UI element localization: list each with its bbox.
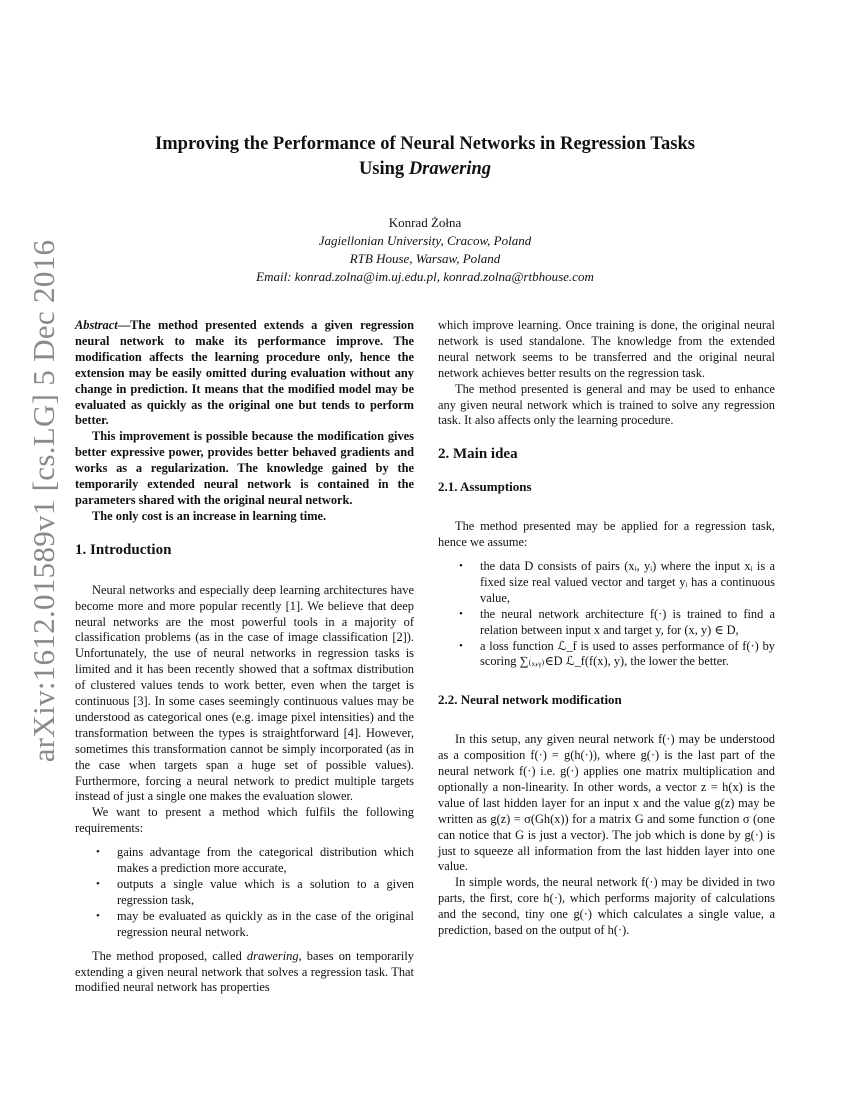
section-heading-main-idea: 2. Main idea xyxy=(438,446,518,463)
modification-paragraph-2: In simple words, the neural network f(·) may be divided in two parts, the first, core h(·), which performs majority of calculations and the second, tiny one g(·) which calculates a single value, a prediction, based on the output of h(·). xyxy=(438,875,775,938)
subsection-heading-assumptions: 2.1. Assumptions xyxy=(438,479,532,495)
title-line-2 xyxy=(75,157,775,182)
list-item: • the neural network architecture f(·) is trained to find a relation between input x and target y, for (x, y) ∈ D, xyxy=(480,607,775,639)
abstract-paragraph-3: The only cost is an increase in learning time. xyxy=(92,508,327,523)
modification-paragraph-1: In this setup, any given neural network f(·) may be understood as a composition f(·) = g(h(·)), where g(·) is the last part of the neural network f(·) i.e. g(·) applies one matrix multiplication and optionally a non-linearity. In other words, a vector z = h(x) is the value of last hidden layer for an input x and the value g(z) may be written as g(z) = σ(Gh(x)) for a matrix G and some function σ (one can notice that G is just a vector). The job which is done by g(·) is just to squeeze all information from the last hidden layer into one value. xyxy=(438,732,775,874)
list-item: • gains advantage from the categorical distribution which makes a prediction more accurate, xyxy=(117,845,414,877)
intro-paragraph-2: We want to present a method which fulfils the following requirements: xyxy=(75,805,414,836)
intro-p3-italic: drawering xyxy=(246,948,299,963)
intro-paragraph-3-continued: which improve learning. Once training is done, the original neural network is used standalone. The knowledge from the extended neural network seems to be transferred and the original neural network achieves better results on the regression task. xyxy=(438,318,775,380)
list-item: • may be evaluated as quickly as in the case of the original regression neural network. xyxy=(117,909,414,941)
arxiv-identifier: arXiv:1612.01589v1 [cs.LG] 5 Dec 2016 xyxy=(26,239,61,763)
author-email: Email: konrad.zolna@im.uj.edu.pl, konrad.zolna@rtbhouse.com xyxy=(256,269,594,284)
intro-p3-pre: The method proposed, called xyxy=(92,948,247,963)
title-line-2-italic: Drawering xyxy=(408,159,492,179)
list-item: • the data D consists of pairs (xᵢ, yᵢ) where the input xᵢ is a fixed size real valued vector and target yᵢ has a continuous value, xyxy=(480,559,775,607)
left-column xyxy=(75,318,414,996)
abstract-paragraph-1 xyxy=(75,318,414,429)
requirements-list xyxy=(75,845,414,940)
abstract xyxy=(75,318,414,525)
assumptions-list xyxy=(438,559,775,670)
assumptions-intro: The method presented may be applied for a regression task, hence we assume: xyxy=(438,519,775,550)
intro-p3-post: , bases on temporarily extending a given neural network that solves a regression task. That modified neural network has properties xyxy=(75,948,414,995)
affiliation-2: RTB House, Warsaw, Poland xyxy=(349,251,501,266)
abstract-text-1: —The method presented extends a given regression neural network to make its performance improve. The modification affects the learning procedure only, hence the extension may be easily omitted during evaluation without any change in prediction. It means that the modified model may be evaluated as quickly as the original one but tends to perform better. xyxy=(75,318,414,428)
list-item: • outputs a single value which is a solution to a given regression task, xyxy=(117,877,414,909)
abstract-label: Abstract xyxy=(75,318,118,332)
abstract-paragraph-2: This improvement is possible because the modification gives better expressive power, provides better behaved gradients and works as a regularization. The knowledge gained by the temporarily extended neural network is contained in the parameters shared with the original neural network. xyxy=(75,429,414,507)
affiliation-1: Jagiellonian University, Cracow, Poland xyxy=(318,233,532,248)
intro-paragraph-1: Neural networks and especially deep learning architectures have become more and more popular recently [1]. We believe that deep neural networks are the most powerful tools in a majority of classification problems (as in the case of image classification [2]). Unfortunately, the use of neural networks in regression tasks is limited and it has been recently showed that a softmax distribution of clustered values tends to work better, even when the target is continuous [3]. In some cases seemingly continuous values may be understood as categorical ones (e.g. image pixel intensities) and the transformation between the types is straightforward [4]. However, sometimes this transformation cannot be simply incorporated (as in the case when targets span a huge set of possible values). Furthermore, forcing a neural network to predict multiple targets instead of just a single one makes the evaluation slower. xyxy=(75,582,414,804)
section-heading-introduction: 1. Introduction xyxy=(75,541,172,558)
right-column xyxy=(438,318,775,939)
title-line-2-prefix: Using xyxy=(358,159,409,179)
author-block xyxy=(125,214,725,286)
intro-paragraph-3 xyxy=(75,949,414,997)
list-item: • a loss function ℒ_f is used to asses performance of f(·) by scoring ∑₍ₓ,ᵧ₎∈D ℒ_f(f(x), y), the lower the better. xyxy=(480,639,775,671)
subsection-heading-modification: 2.2. Neural network modification xyxy=(438,692,622,708)
title-line-1: Improving the Performance of Neural Networks in Regression Tasks xyxy=(155,134,695,154)
author-name: Konrad Żołna xyxy=(388,215,462,230)
paper-title xyxy=(75,132,775,182)
intro-paragraph-4: The method presented is general and may be used to enhance any given neural network which is trained to solve any regression task. It also affects only the learning procedure. xyxy=(438,381,775,428)
